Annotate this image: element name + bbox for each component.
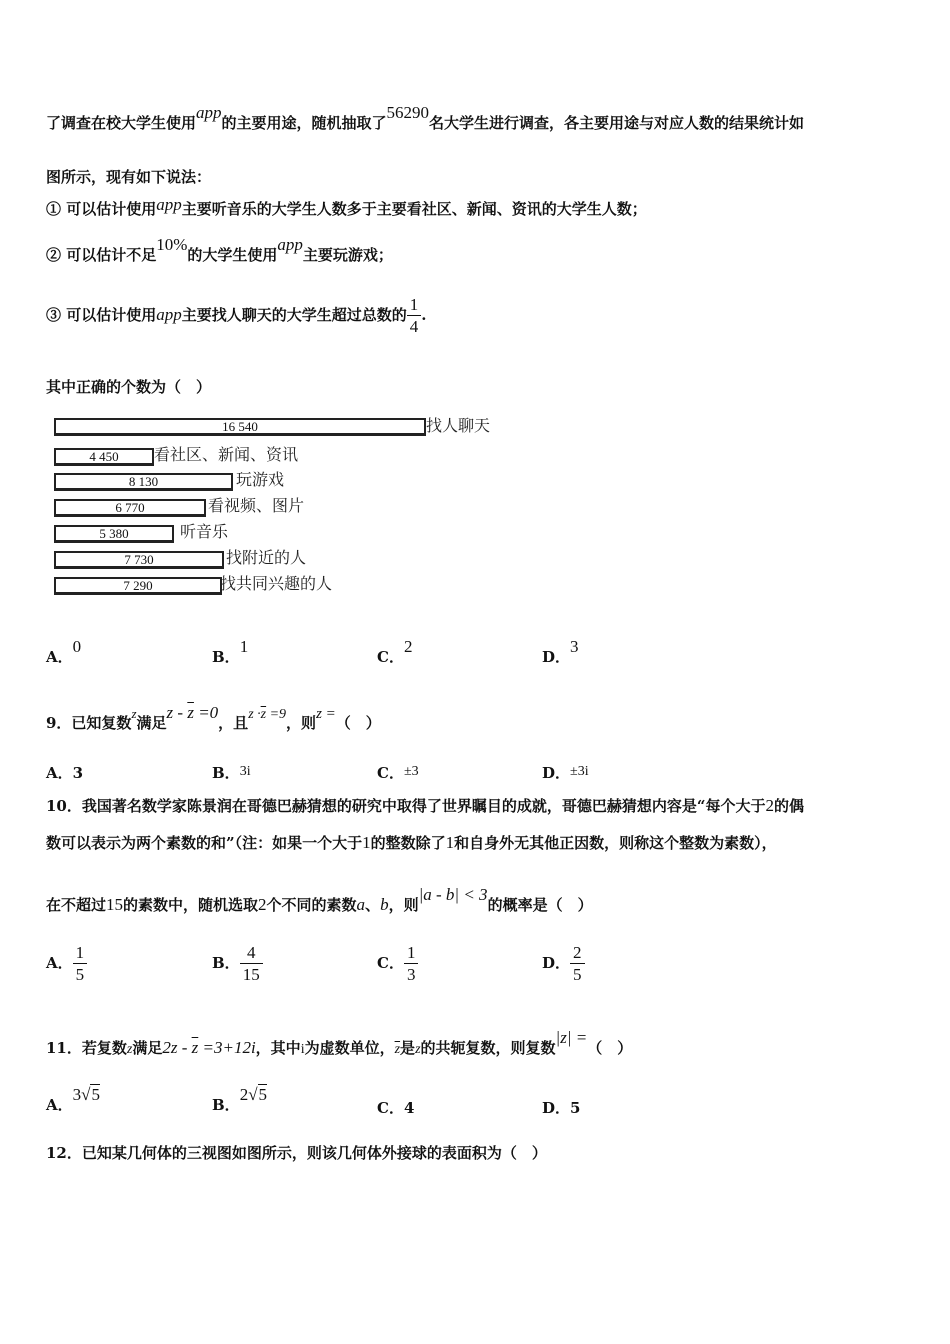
- q12-stem: 12．已知某几何体的三视图如图所示，则该几何体外接球的表面积为（ ）: [46, 1144, 547, 1162]
- bar-music: [54, 525, 174, 543]
- bar-label: 看视频、图片: [208, 496, 305, 515]
- q9-option-d[interactable]: D．±3i: [542, 764, 589, 782]
- q10-stem-line2: 数可以表示为两个素数的和”（注：如果一个大于1的整数除了1和自身外无其他正因数，则称这个整数为素数），: [46, 833, 777, 852]
- q9-option-a[interactable]: A．3: [46, 764, 84, 782]
- q8-option-c[interactable]: C．2: [377, 637, 413, 666]
- bar-value-label: 5 380: [99, 526, 129, 541]
- bar-value-label: 6 770: [115, 500, 145, 515]
- bar-value-label: 7 730: [124, 552, 154, 567]
- bar-value-label: 16 540: [222, 419, 258, 434]
- q10-stem-line1: 10．我国著名数学家陈景润在哥德巴赫猜想的研究中取得了世界瞩目的成就，哥德巴赫猜想内容是“每个大于2的偶: [46, 796, 805, 815]
- q8-intro-line2: 图所示，现有如下说法：: [46, 168, 212, 186]
- q11-option-d[interactable]: D．5: [542, 1099, 581, 1117]
- fraction-one-quarter: $\frac{1}{4}$: [407, 294, 422, 338]
- bar-value-label: 4 450: [89, 449, 119, 464]
- bar-label: 找人聊天: [426, 416, 491, 435]
- q10-option-d[interactable]: D． $\frac{2}{5}$: [542, 942, 585, 986]
- q9-option-b[interactable]: B．3i: [212, 764, 251, 782]
- q8-statement-3: ③ 可以估计使用app主要找人聊天的大学生超过总数的 $\frac{1}{4}$ .: [46, 295, 427, 337]
- q8-statement-2: ② 可以估计不足10%的大学生使用app主要玩游戏；: [46, 235, 393, 264]
- q11-option-a[interactable]: A．3√5: [46, 1085, 100, 1114]
- q10-option-a[interactable]: A． $\frac{1}{5}$: [46, 942, 87, 986]
- q8-statement-1: ① 可以估计使用app主要听音乐的大学生人数多于主要看社区、新闻、资讯的大学生人数；: [46, 195, 647, 218]
- bar-label: 看社区、新闻、资讯: [154, 445, 299, 464]
- q11-option-b[interactable]: B．2√5: [212, 1085, 268, 1114]
- q11-stem: 11．若复数z满足$2z - \overline{z} =3+12i$，其中i为虚数单位，$\overline{z}$是z的共轭复数，则复数|z| =（ ）: [46, 1028, 633, 1057]
- q10-option-b[interactable]: B． $\frac{4}{15}$: [212, 942, 263, 986]
- q9-option-c[interactable]: C．±3: [377, 764, 419, 782]
- q8-option-a[interactable]: A．0: [46, 637, 82, 666]
- bar-nearby: [54, 551, 224, 569]
- bar-video-images: [54, 499, 206, 517]
- bar-community-news: [54, 448, 154, 466]
- q8-option-b[interactable]: B．1: [212, 637, 249, 666]
- bar-find-chat: [54, 418, 426, 436]
- q10-option-c[interactable]: C． $\frac{1}{3}$: [377, 942, 418, 986]
- q10-stem-line3: 在不超过15的素数中，随机选取2个不同的素数a、b，则|a - b| < 3的概率是（ ）: [46, 885, 593, 914]
- q8-option-d[interactable]: D．3: [542, 637, 579, 666]
- q11-option-c[interactable]: C．4: [377, 1099, 415, 1117]
- bar-label: 找附近的人: [226, 548, 307, 567]
- q9-stem: 9．已知复数z满足$z - \overline{z} =0$，且$z \cdot\overline{z} =9$，则z =（ ）: [46, 703, 381, 732]
- bar-label: 玩游戏: [236, 470, 285, 489]
- bar-games: [54, 473, 233, 491]
- bar-label: 听音乐: [180, 522, 229, 541]
- bar-value-label: 8 130: [128, 474, 159, 489]
- usage-bar-chart: [52, 410, 522, 610]
- q8-intro-line1: 了调查在校大学生使用app的主要用途，随机抽取了56290名大学生进行调查，各主要用途与对应人数的结果统计如: [46, 103, 805, 132]
- q8-question: 其中正确的个数为（ ）: [46, 378, 212, 396]
- bar-value-label: 7 290: [123, 578, 153, 593]
- bar-label: 找共同兴趣的人: [220, 574, 333, 593]
- bar-common-interest: [54, 577, 222, 595]
